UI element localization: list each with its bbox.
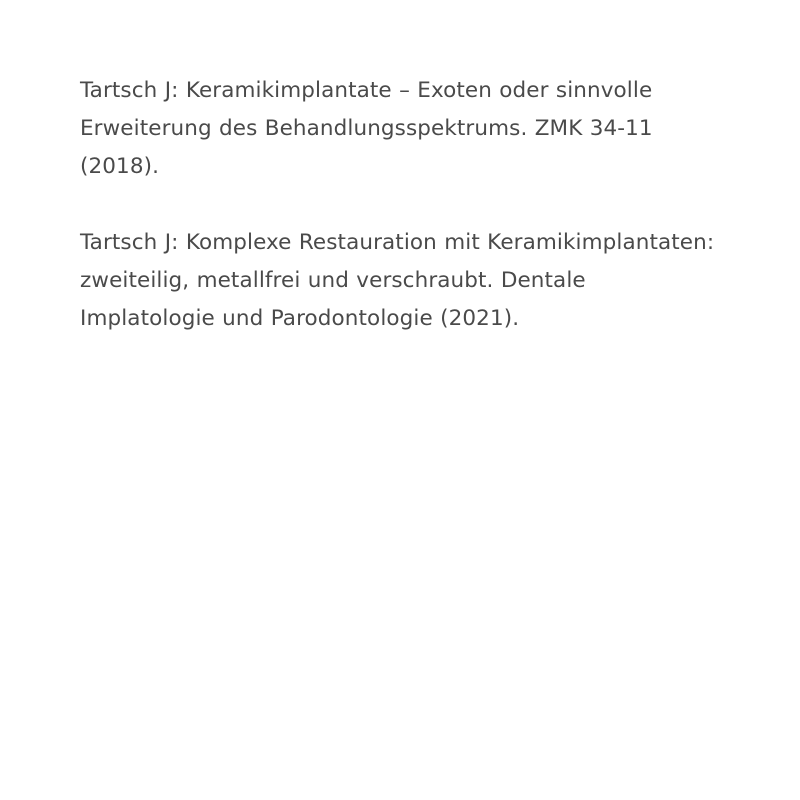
reference-entry: Tartsch J: Keramikimplantate – Exoten oder sinnvolle Erweiterung des Behandlungsspektrums. ZMK 34-11 (2018).: [80, 78, 653, 179]
reference-entry: Tartsch J: Komplexe Restauration mit Keramikimplantaten: zweiteilig, metallfrei und verschraubt. Dentale Implatologie und Parodontologie (2021).: [80, 230, 715, 331]
reference-list: [80, 72, 720, 338]
